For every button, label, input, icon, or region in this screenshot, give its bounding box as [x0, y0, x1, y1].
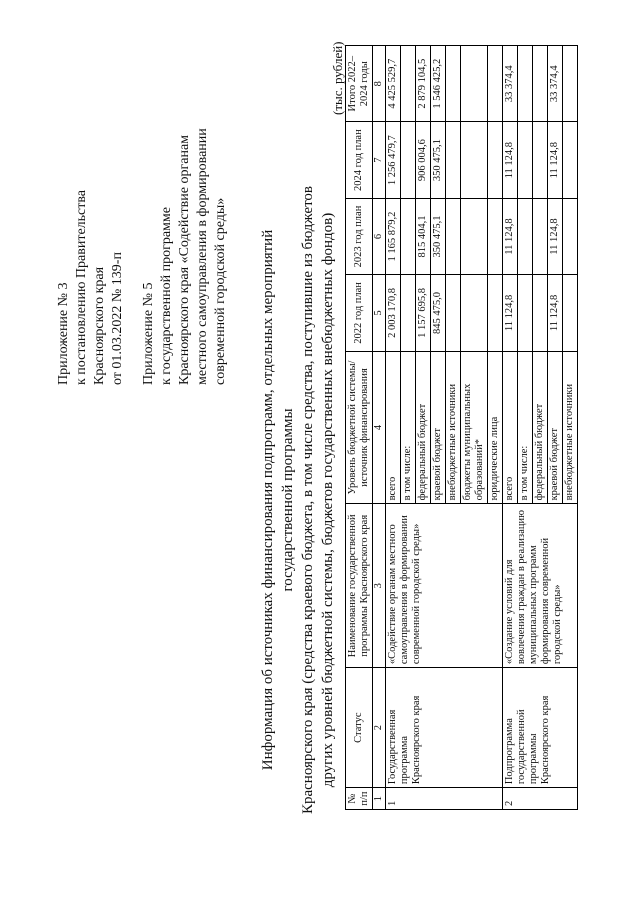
budget-level-cell: в том числе:: [401, 351, 416, 504]
value-2024-cell: 1 256 479,7: [386, 122, 401, 198]
value-2023-cell: 1 165 879,2: [386, 198, 401, 274]
table-body: [386, 46, 578, 810]
value-2022-cell: [533, 275, 548, 351]
column-header: 2022 год план: [346, 275, 373, 351]
column-index: 8: [373, 46, 386, 122]
title-line: Информация об источниках финансирования подпрограмм, отдельных мероприятий государственной программы: [260, 229, 296, 771]
value-2022-cell: 11 124,8: [548, 275, 563, 351]
value-2022-cell: 1 157 695,8: [416, 275, 431, 351]
column-index: 1: [373, 788, 386, 810]
budget-level-cell: всего: [503, 351, 518, 504]
budget-level-cell: федеральный бюджет: [416, 351, 431, 504]
column-index-row: [373, 46, 386, 810]
value-2024-cell: 350 475,1: [431, 122, 446, 198]
column-index: 7: [373, 122, 386, 198]
value-2023-cell: 11 124,8: [503, 198, 518, 274]
status-cell: Подпрограмма государственной программы Красноярского края: [503, 668, 578, 788]
value-2022-cell: 2 003 170,8: [386, 275, 401, 351]
column-header: 2024 год план: [346, 122, 373, 198]
row-number-cell: 2: [503, 788, 578, 810]
budget-level-cell: бюджеты муниципальных образований*: [461, 351, 488, 504]
column-header: Статус: [346, 668, 373, 788]
value-2024-cell: [563, 122, 578, 198]
value-2022-cell: [518, 275, 533, 351]
title-line: других уровней бюджетной системы, бюджетов государственных внебюджетных фондов): [320, 212, 336, 788]
budget-level-cell: всего: [386, 351, 401, 504]
value-2023-cell: [563, 198, 578, 274]
status-cell: Государственная программа Красноярского края: [386, 668, 503, 788]
program-name-cell: «Создание условий для вовлечения граждан в реализацию муниципальных программ формирования современной городской среды»: [503, 504, 578, 668]
program-name-cell: «Содействие органам местного самоуправления в формировании современной городской среды»: [386, 504, 503, 668]
header-line: Приложение № 3: [56, 282, 71, 385]
value-2024-cell: 11 124,8: [548, 122, 563, 198]
value-total-cell: 2 879 104,5: [416, 46, 431, 122]
value-2024-cell: [533, 122, 548, 198]
value-total-cell: 33 374,4: [548, 46, 563, 122]
financing-table: [345, 45, 578, 810]
table-header-row: [346, 46, 373, 810]
value-2023-cell: 11 124,8: [548, 198, 563, 274]
row-number-cell: 1: [386, 788, 503, 810]
budget-level-cell: федеральный бюджет: [533, 351, 548, 504]
value-total-cell: [401, 46, 416, 122]
value-total-cell: [533, 46, 548, 122]
column-header: Итого 2022–2024 годы: [346, 46, 373, 122]
value-2024-cell: [446, 122, 461, 198]
budget-level-cell: в том числе:: [518, 351, 533, 504]
value-2024-cell: [401, 122, 416, 198]
value-2023-cell: 815 404,1: [416, 198, 431, 274]
value-total-cell: [461, 46, 488, 122]
column-index: 4: [373, 351, 386, 504]
value-total-cell: [488, 46, 503, 122]
appendix-header-decree: [55, 65, 127, 385]
value-2022-cell: [401, 275, 416, 351]
appendix-header-program: [140, 55, 230, 385]
budget-level-cell: юридические лица: [488, 351, 503, 504]
value-2022-cell: [461, 275, 488, 351]
value-2024-cell: [518, 122, 533, 198]
budget-level-cell: краевой бюджет: [548, 351, 563, 504]
value-2023-cell: [446, 198, 461, 274]
column-index: 2: [373, 668, 386, 788]
value-total-cell: 1 546 425,2: [431, 46, 446, 122]
value-total-cell: [518, 46, 533, 122]
value-2022-cell: [563, 275, 578, 351]
value-2024-cell: [488, 122, 503, 198]
column-index: 5: [373, 275, 386, 351]
document-title: [258, 180, 338, 820]
value-2023-cell: [488, 198, 503, 274]
column-header: Уровень бюджетной системы/источник финансирования: [346, 351, 373, 504]
budget-level-cell: краевой бюджет: [431, 351, 446, 504]
header-line: Красноярского края: [92, 266, 107, 385]
header-line: Приложение № 5: [141, 282, 156, 385]
value-2022-cell: 845 475,0: [431, 275, 446, 351]
value-2022-cell: [488, 275, 503, 351]
title-line: Красноярского края (средства краевого бюджета, в том числе средства, поступившие из бюджетов: [300, 185, 316, 815]
value-total-cell: 4 425 529,7: [386, 46, 401, 122]
value-2023-cell: [518, 198, 533, 274]
header-line: современной городской среды»: [213, 197, 228, 385]
header-line: Красноярского края «Содействие органам: [177, 134, 192, 385]
header-line: к государственной программе: [159, 207, 174, 385]
value-2024-cell: 11 124,8: [503, 122, 518, 198]
header-line: к постановлению Правительства: [74, 189, 89, 385]
column-index: 3: [373, 504, 386, 668]
table-row: [386, 46, 401, 810]
value-2024-cell: [461, 122, 488, 198]
value-2023-cell: 350 475,1: [431, 198, 446, 274]
column-header: 2023 год план: [346, 198, 373, 274]
column-header: Наименование государственной программы Красноярского края: [346, 504, 373, 668]
value-2024-cell: 906 004,6: [416, 122, 431, 198]
value-2023-cell: [401, 198, 416, 274]
column-header: № п/п: [346, 788, 373, 810]
value-2022-cell: [446, 275, 461, 351]
column-index: 6: [373, 198, 386, 274]
header-line: от 01.03.2022 № 139-п: [110, 252, 125, 385]
value-2023-cell: [461, 198, 488, 274]
budget-level-cell: внебюджетные источники: [446, 351, 461, 504]
unit-label: (тыс. рублей): [330, 41, 345, 115]
header-line: местного самоуправления в формировании: [195, 128, 210, 385]
value-total-cell: 33 374,4: [503, 46, 518, 122]
table-row: [503, 46, 518, 810]
value-total-cell: [563, 46, 578, 122]
value-total-cell: [446, 46, 461, 122]
budget-level-cell: внебюджетные источники: [563, 351, 578, 504]
value-2022-cell: 11 124,8: [503, 275, 518, 351]
value-2023-cell: [533, 198, 548, 274]
